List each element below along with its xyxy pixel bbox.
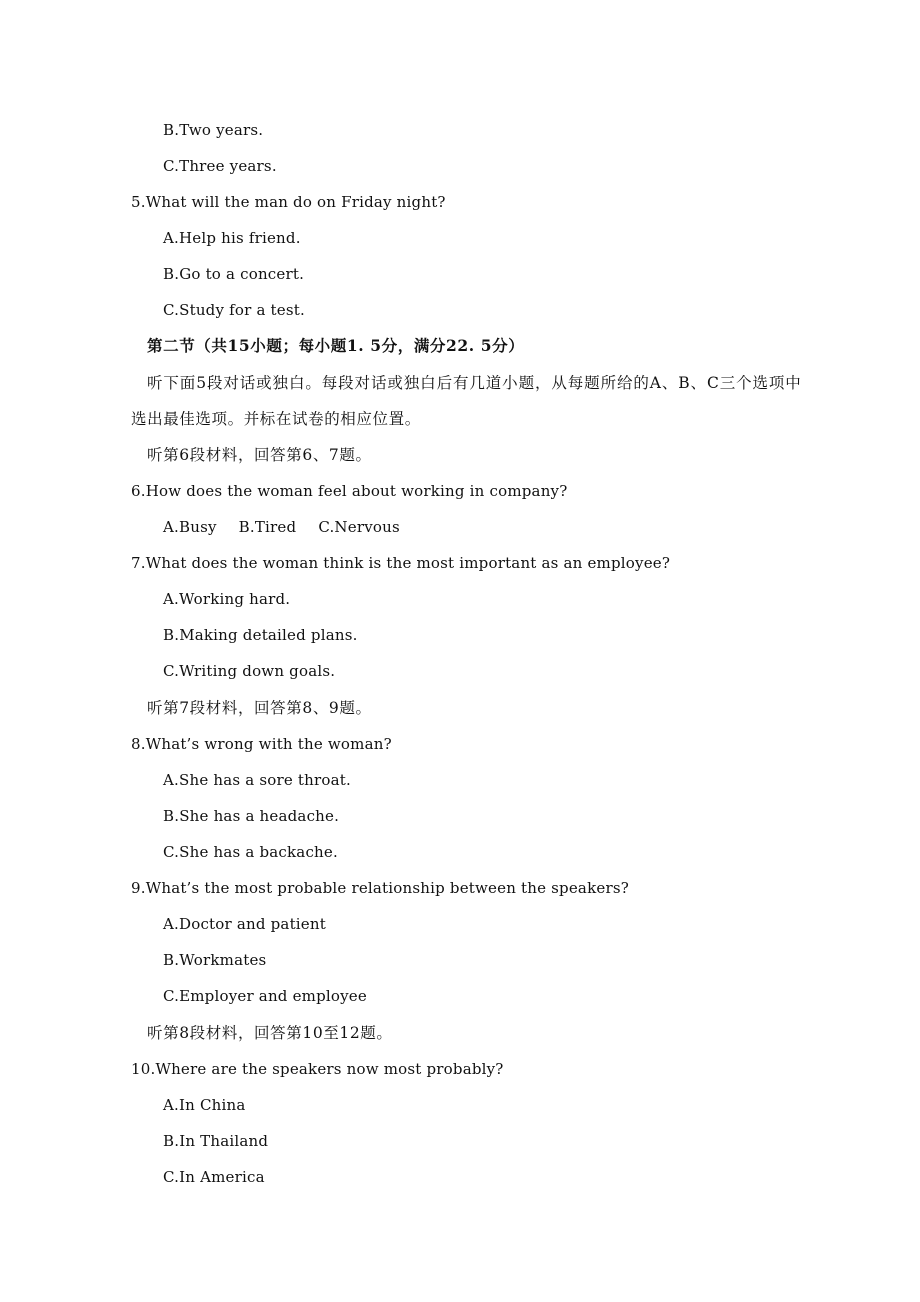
q6-option-b: B.Tired: [238, 518, 297, 536]
q7-option-b: B.Making detailed plans.: [163, 626, 358, 644]
q5-option-a: A.Help his friend.: [163, 229, 301, 247]
q4-option-c: C.Three years.: [163, 157, 277, 175]
q4-option-b: B.Two years.: [163, 121, 264, 139]
q6-options: [163, 518, 400, 536]
q7-option-c: C.Writing down goals.: [163, 662, 336, 680]
q10-option-a: A.In China: [163, 1096, 246, 1114]
q5-option-b: B.Go to a concert.: [163, 265, 305, 283]
material8-label: 听第8段材料，回答第10至12题。: [147, 1024, 393, 1042]
q9-option-a: A.Doctor and patient: [163, 915, 326, 933]
q8-option-c: C.She has a backache.: [163, 843, 338, 861]
q6-question: 6.How does the woman feel about working in company?: [131, 482, 568, 500]
q9-option-b: B.Workmates: [163, 951, 267, 969]
q6-option-c: C.Nervous: [318, 518, 400, 536]
q10-option-b: B.In Thailand: [163, 1132, 269, 1150]
section2-instruction-line2: 选出最佳选项。并标在试卷的相应位置。: [131, 410, 421, 428]
section2-heading: 第二节（共15小题；每小题1. 5分，满分22. 5分）: [147, 336, 525, 355]
q5-question: 5.What will the man do on Friday night?: [131, 193, 446, 211]
q10-option-c: C.In America: [163, 1168, 265, 1186]
section2-instruction-line1: 听下面5段对话或独白。每段对话或独白后有几道小题，从每题所给的A、B、C三个选项中: [147, 374, 802, 392]
q9-option-c: C.Employer and employee: [163, 987, 367, 1005]
q8-question: 8.What’s wrong with the woman?: [131, 735, 392, 753]
q8-option-a: A.She has a sore throat.: [163, 771, 351, 789]
q6-option-a: A.Busy: [163, 518, 217, 536]
q9-question: 9.What’s the most probable relationship between the speakers?: [131, 879, 629, 897]
q8-option-b: B.She has a headache.: [163, 807, 340, 825]
q7-question: 7.What does the woman think is the most important as an employee?: [131, 554, 671, 572]
material6-label: 听第6段材料，回答第6、7题。: [147, 446, 372, 464]
q10-question: 10.Where are the speakers now most probably?: [131, 1060, 504, 1078]
q7-option-a: A.Working hard.: [163, 590, 291, 608]
q5-option-c: C.Study for a test.: [163, 301, 305, 319]
material7-label: 听第7段材料，回答第8、9题。: [147, 699, 372, 717]
